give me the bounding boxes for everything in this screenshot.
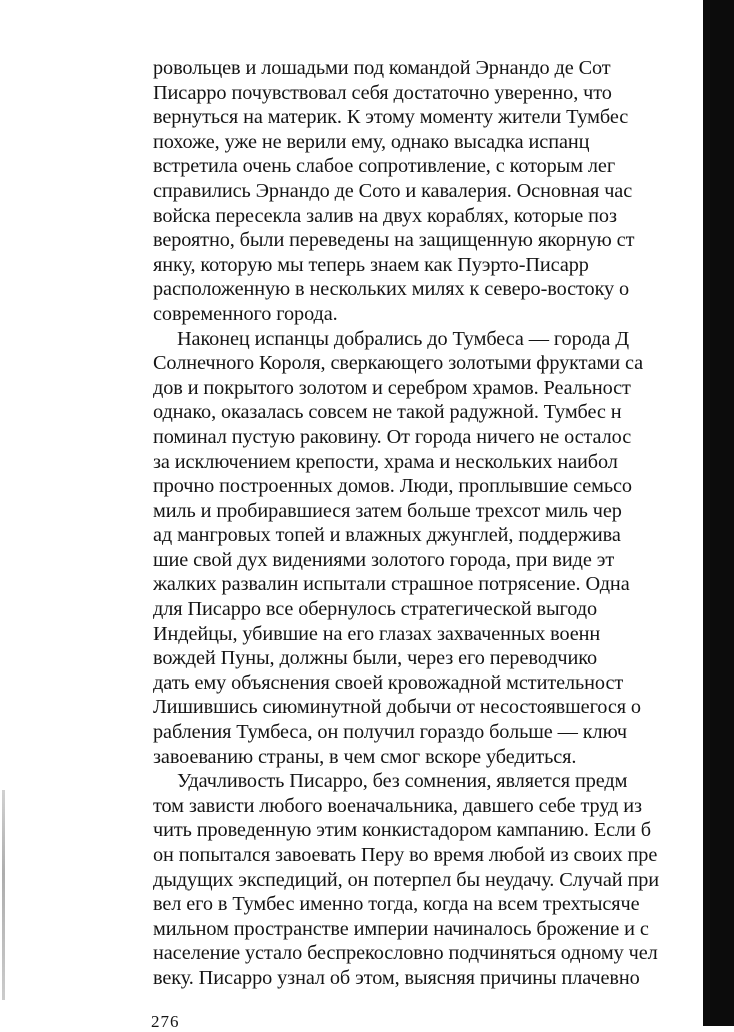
text-line: современного города. [153,302,338,325]
text-line: за исключением крепости, храма и нескольких наибол [153,450,618,473]
text-line: рабления Тумбеса, он получил гораздо больше — ключ [153,721,627,744]
page-number: 276 [151,1012,180,1031]
page-body-text [153,56,705,991]
text-line: поминал пустую раковину. От города ничего не осталос [153,425,632,448]
text-line: расположенную в нескольких милях к северо-востоку о [153,278,630,301]
text-line: вероятно, были переведены на защищенную якорную ст [153,229,635,252]
text-line: мильном пространстве империи начиналось брожение и с [153,917,649,940]
text-line: Лишившись сиюминутной добычи от несостоявшегося о [153,696,641,719]
scan-margin-mark [2,790,5,1000]
text-line: ад мангровых топей и влажных джунглей, поддержива [153,524,621,547]
text-line: войска пересекла залив на двух кораблях, которые поз [153,204,617,227]
text-line: Индейцы, убившие на его глазах захваченных военн [153,622,601,645]
text-line: шие свой дух видениями золотого города, при виде эт [153,548,615,571]
text-line: миль и пробиравшиеся затем больше трехсот миль чер [153,499,622,522]
text-line: дать ему объяснения своей кровожадной мстительност [153,671,624,694]
text-line: он попытался завоевать Перу во время любой из своих пре [153,844,658,866]
text-line: встретила очень слабое сопротивление, с которым лег [153,155,616,178]
text-line: население устало беспрекословно подчиняться одному чел [153,942,658,965]
text-line: янку, которую мы теперь знаем как Пуэрто-Писарр [153,253,589,276]
text-line: вел его в Тумбес именно тогда, когда на всем трехтысяче [153,893,640,916]
text-line: однако, оказалась совсем не такой радужной. Тумбес н [153,401,622,424]
paragraph-start-line: Удачливость Писарро, без сомнения, является предм [177,770,628,793]
text-line: чить проведенную этим конкистадором кампанию. Если б [153,819,651,842]
text-line: дыдущих экспедиций, он потерпел бы неудачу. Случай при [153,868,659,891]
text-line: справились Эрнандо де Сото и кавалерия. Основная час [153,179,633,202]
paragraph-start-line: Наконец испанцы добрались до Тумбеса — города Д [177,327,629,350]
page-edge-shadow [703,0,734,1026]
text-line: ровольцев и лошадьми под командой Эрнандо де Сот [153,57,611,79]
text-line: завоеванию страны, в чем смог вскоре убедиться. [153,745,577,768]
text-line: том зависти любого военачальника, давшего себе труд из [153,794,642,817]
text-line: вернуться на материк. К этому моменту жители Тумбес [153,106,629,129]
text-line: вождей Пуны, должны были, через его переводчико [153,647,598,670]
text-line: веку. Писарро узнал об этом, выясняя причины плачевно [153,966,640,989]
text-line: прочно построенных домов. Люди, проплывшие семьсо [153,475,632,498]
text-line: для Писарро все обернулось стратегической выгодо [153,598,597,621]
text-line: Солнечного Короля, сверкающего золотыми фруктами са [153,352,644,375]
text-line: похоже, уже не верили ему, однако высадка испанц [153,130,590,153]
text-line: жалких развалин испытали страшное потрясение. Одна [153,573,630,596]
text-line: Писарро почувствовал себя достаточно уверенно, что [153,81,612,104]
text-line: дов и покрытого золотом и серебром храмов. Реальност [153,376,631,399]
